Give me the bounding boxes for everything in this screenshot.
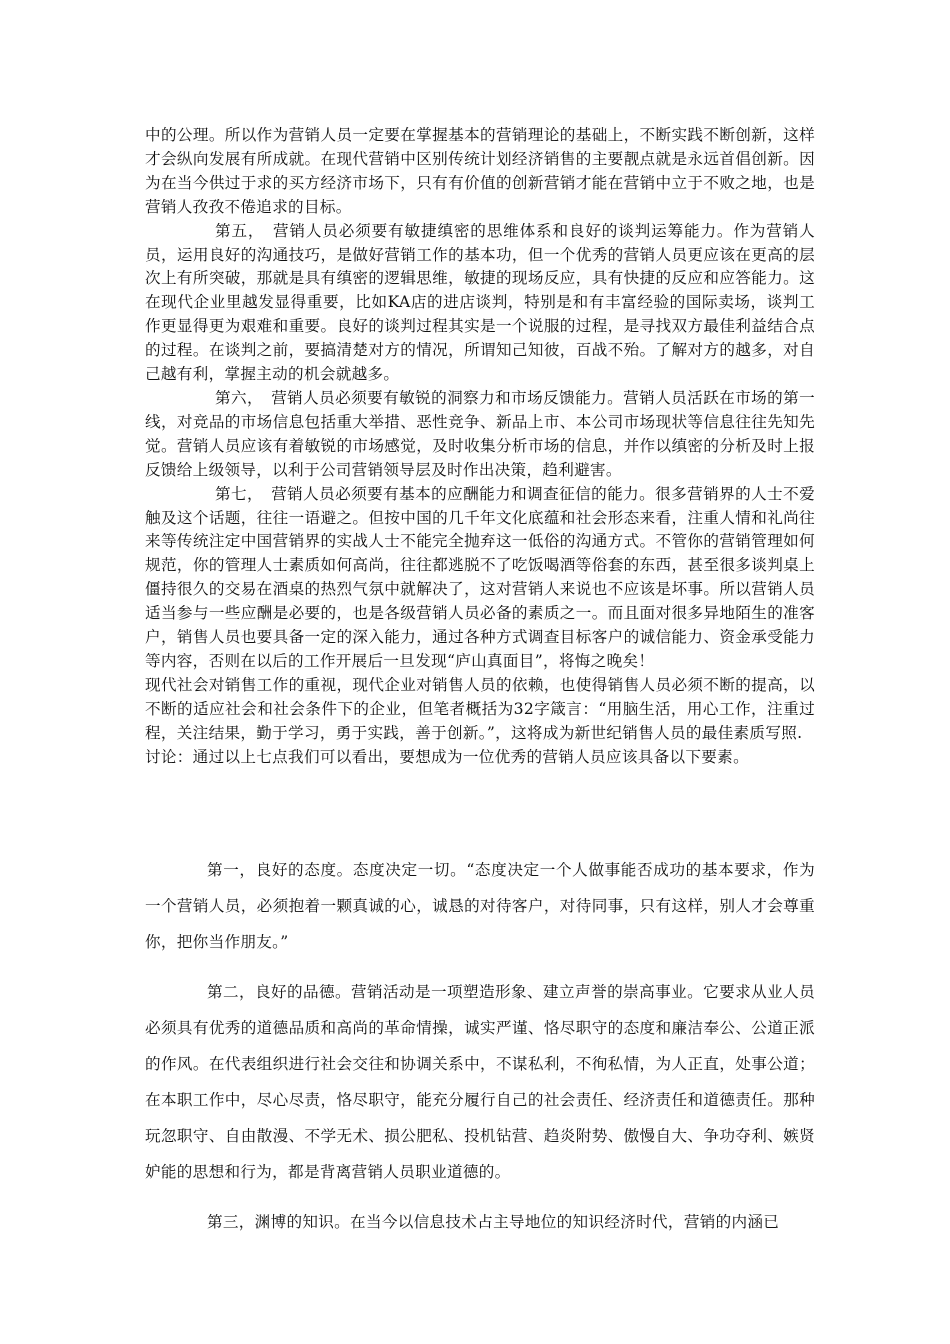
paragraph-summary: 现代社会对销售工作的重视，现代企业对销售人员的依赖，也使得销售人员必须不断的提高，以不断的适应社会和社会条件下的企业，但笔者概括为32字箴言：“用脑生活，用心工作，注重过程，关注结果，勤于学习，勇于实践，善于创新。”，这将成为新世纪销售人员的最佳素质写照. — [145, 675, 815, 742]
document-body-upper — [145, 124, 815, 769]
paragraph-innovation: 中的公理。所以作为营销人员一定要在掌握基本的营销理论的基础上，不断实践不断创新，这样才会纵向发展有所成就。在现代营销中区别传统计划经济销售的主要靓点就是永远首倡创新。因为在当今供过于求的买方经济市场下，只有有价值的创新营销才能在营销中立于不败之地，也是营销人孜孜不倦追求的目标。 — [145, 126, 815, 216]
paragraph-point-five: 第五， 营销人员必须要有敏捷缜密的思维体系和良好的谈判运筹能力。作为营销人员，运用良好的沟通技巧，是做好营销工作的基本功，但一个优秀的营销人员更应该在更高的层次上有所突破，那就是具有缜密的逻辑思维，敏捷的现场反应，具有快捷的反应和应答能力。这在现代企业里越发显得重要，比如KA店的进店谈判，特别是和有丰富经验的国际卖场，谈判工作更显得更为艰难和重要。良好的谈判过程其实是一个说服的过程，是寻找双方最佳利益结合点的过程。在谈判之前，要搞清楚对方的情况，所谓知己知彼，百战不殆。了解对方的越多，对自己越有利，掌握主动的机会就越多。 — [145, 221, 815, 384]
paragraph-point-seven: 第七， 营销人员必须要有基本的应酬能力和调查征信的能力。很多营销界的人士不爱触及这个话题，往往一语避之。但按中国的几千年文化底蕴和社会形态来看，注重人情和礼尚往来等传统注定中国营销界的实战人士不能完全抛弃这一低俗的沟通方式。不管你的营销管理如何规范，你的管理人士素质如何高尚，往往都逃脱不了吃饭喝酒等俗套的东西，甚至很多谈判桌上僵持很久的交易在酒桌的热烈气氛中就解决了，这对营销人来说也不应该是坏事。所以营销人员适当参与一些应酬是必要的，也是各级营销人员必备的素质之一。而且面对很多异地陌生的准客户，销售人员也要具备一定的深入能力，通过各种方式调查目标客户的诚信能力、资金承受能力等内容，否则在以后的工作开展后一旦发现“庐山真面目”，将悔之晚矣！ — [145, 484, 815, 670]
paragraph-attitude: 第一，良好的态度。态度决定一切。“态度决定一个人做事能否成功的基本要求，作为一个营销人员，必须抱着一颗真诚的心，诚恳的对待客户，对待同事，只有这样，别人才会尊重你，把你当作朋友。” — [145, 861, 815, 951]
paragraph-knowledge: 第三，渊博的知识。在当今以信息技术占主导地位的知识经济时代，营销的内涵已 — [207, 1213, 780, 1231]
paragraph-point-six: 第六， 营销人员必须要有敏锐的洞察力和市场反馈能力。营销人员活跃在市场的第一线，对竞品的市场信息包括重大举措、恶性竞争、新品上市、本公司市场现状等信息往往先知先觉。营销人员应该有着敏锐的市场感觉，及时收集分析市场的信息，并作以缜密的分析及时上报反馈给上级领导，以利于公司营销领导层及时作出决策，趋利避害。 — [145, 388, 815, 479]
paragraph-discussion: 讨论：通过以上七点我们可以看出，要想成为一位优秀的营销人员应该具备以下要素。 — [145, 747, 749, 766]
document-body-lower — [145, 852, 815, 1240]
paragraph-morality: 第二，良好的品德。营销活动是一项塑造形象、建立声誉的崇高事业。它要求从业人员必须具有优秀的道德品质和高尚的革命情操，诚实严谨、恪尽职守的态度和廉洁奉公、公道正派的作风。在代表组织进行社会交往和协调关系中，不谋私利，不徇私情，为人正直，处事公道；在本职工作中，尽心尽责，恪尽职守，能充分履行自己的社会责任、经济责任和道德责任。那种玩忽职守、自由散漫、不学无术、损公肥私、投机钻营、趋炎附势、傲慢自大、争功夺利、嫉贤妒能的思想和行为，都是背离营销人员职业道德的。 — [145, 983, 815, 1181]
